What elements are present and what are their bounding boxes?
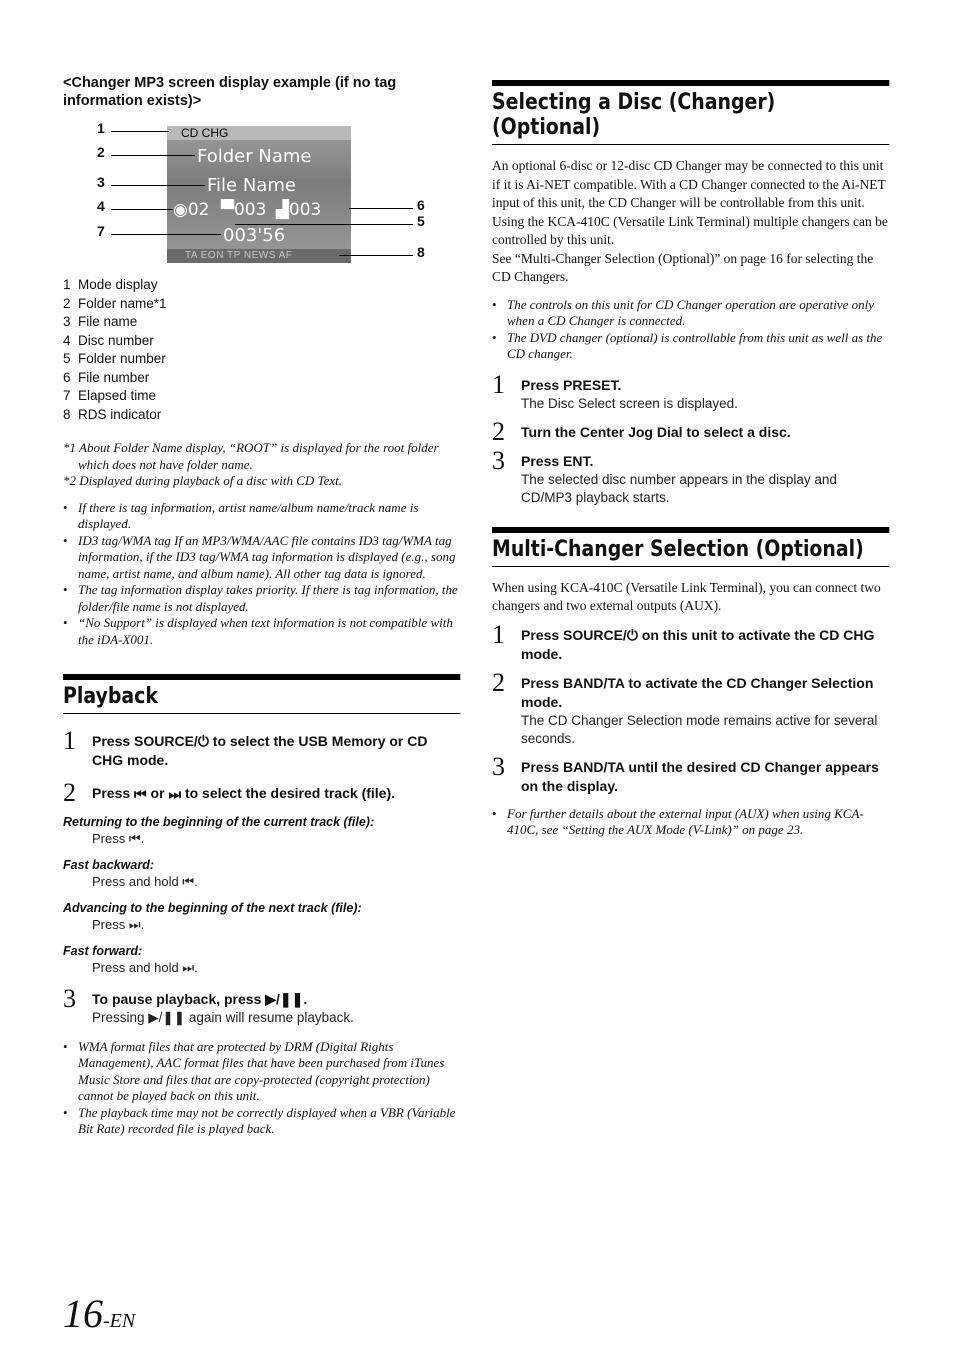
note-item: • If there is tag information, artist name/album name/track name is displayed.: [63, 500, 461, 533]
step-title: Press ⏮ or ⏭ to select the desired track (file).: [92, 785, 396, 802]
callout-8: 8: [417, 244, 425, 260]
note-item: • The playback time may not be correctly displayed when a VBR (Variable Bit Rate) recorded file is played back.: [63, 1105, 461, 1138]
selecting-notes: [492, 297, 890, 363]
callout-6: 6: [417, 197, 425, 213]
note-item: • ID3 tag/WMA tag If an MP3/WMA/AAC file contains ID3 tag/WMA tag information, if the ID3 tag/WMA tag information is displayed (e.g., song name, artist name, and album name). All other tag data is ignored.: [63, 533, 461, 583]
step-number: 1: [492, 369, 505, 399]
multi-body: When using KCA-410C (Versatile Link Terminal), you can connect two changers and two external outputs (AUX).: [492, 579, 881, 613]
playback-step-3: [63, 983, 461, 1027]
callout-2: 2: [97, 144, 105, 160]
sub-fast-forward: Fast forward: Press and hold ⏭.: [63, 943, 198, 975]
multi-step-2: 2 Press BAND/TA to activate the CD Changer Selection mode. The CD Changer Selection mode remains active for several seconds.: [492, 667, 878, 746]
legend-item: 7 Elapsed time: [63, 388, 157, 403]
right-column: [492, 80, 890, 852]
step-number: 2: [492, 416, 505, 446]
footnotes: [63, 440, 461, 490]
legend-item: 8 RDS indicator: [63, 406, 162, 422]
note-item: • The controls on this unit for CD Changer operation are operative only when a CD Changer is connected.: [492, 297, 890, 330]
disc-icon: ◉: [173, 200, 188, 220]
legend-item: 6 File number: [63, 369, 150, 385]
sub-return: Returning to the beginning of the current track (file): Press ⏮.: [63, 814, 375, 846]
prev-track-icon: ⏮: [134, 785, 147, 802]
number-row: [173, 200, 321, 220]
callout-line-8: [339, 255, 413, 256]
callout-line-3: [111, 185, 205, 186]
next-track-icon: ⏭: [128, 916, 141, 932]
playback-step-1: [63, 726, 461, 770]
callout-1: 1: [97, 120, 105, 136]
select-step-1: 1 Press PRESET. The Disc Select screen is displayed.: [492, 369, 738, 411]
rds-indicator: TA EON TP NEWS AF: [167, 249, 351, 263]
disc-number: 02: [187, 200, 210, 220]
legend-item: 1 Mode display: [63, 277, 158, 292]
legend-item: 3 File name: [63, 314, 138, 329]
lcd-diagram: [63, 120, 461, 274]
selecting-disc-heading: Selecting a Disc (Changer) (Optional): [492, 80, 889, 145]
step-title: To pause playback, press ▶/❚❚.: [92, 990, 308, 1007]
step-number: 2: [63, 778, 76, 807]
callout-7: 7: [97, 223, 105, 239]
next-track-icon: ⏭: [168, 785, 182, 802]
callout-line-1: [111, 131, 169, 132]
callout-line-2: [111, 155, 195, 156]
callout-5: 5: [417, 213, 425, 229]
file-number: 003: [288, 200, 322, 220]
step-number: 1: [63, 726, 76, 755]
select-step-2: 2 Turn the Center Jog Dial to select a disc.: [492, 416, 791, 446]
sub-advance: Advancing to the beginning of the next track (file): Press ⏭.: [63, 900, 362, 932]
step-title: Press SOURCE/⏻ to select the USB Memory or CD CHG mode.: [92, 733, 428, 768]
playback-step-2: [63, 778, 461, 807]
step-number: 1: [492, 619, 505, 649]
footnote: *1 About Folder Name display, “ROOT” is displayed for the root folder which does not have folder name.: [63, 440, 439, 472]
step-number: 3: [492, 445, 505, 475]
folder-number: 003: [233, 200, 267, 220]
folder-name-display: Folder Name: [197, 146, 312, 167]
play-pause-icon: ▶/❚❚: [148, 1009, 186, 1025]
callout-line-4: [111, 209, 173, 210]
mode-display: CD CHG: [167, 126, 351, 140]
legend-item: 4 Disc number: [63, 332, 154, 348]
note-item: • The tag information display takes priority. If there is tag information, the folder/file name is not displayed.: [63, 582, 461, 615]
note-item: • WMA format files that are protected by DRM (Digital Rights Management), AAC format files that have been purchased from iTunes Music Store and files that are copy-protected (copyright protection) cannot be played back on this unit.: [63, 1039, 461, 1105]
screen-example-caption: <Changer MP3 screen display example (if no tag information exists)>: [63, 75, 397, 109]
file-icon: ▟: [275, 200, 289, 220]
step-number: 3: [492, 751, 505, 781]
file-name-display: File Name: [207, 175, 296, 196]
callout-4: 4: [97, 198, 105, 214]
tag-notes: [63, 500, 461, 649]
callout-line-7: [111, 234, 221, 235]
elapsed-time: 003'56: [223, 225, 286, 246]
multi-step-1: 1 Press SOURCE/⏻ on this unit to activate the CD CHG mode.: [492, 619, 875, 662]
step-number: 3: [63, 983, 76, 1013]
step-desc: Pressing ▶/❚❚ again will resume playback.: [92, 1009, 354, 1025]
next-track-icon: ⏭: [182, 959, 195, 975]
playback-heading: Playback: [63, 674, 460, 714]
callout-line-6: [349, 208, 413, 209]
multi-changer-heading: Multi-Changer Selection (Optional): [492, 527, 889, 567]
prev-track-icon: ⏮: [182, 873, 195, 889]
note-item: • The DVD changer (optional) is controllable from this unit as well as the CD changer.: [492, 330, 890, 363]
folder-icon: ▀: [220, 200, 234, 220]
select-step-3: 3 Press ENT. The selected disc number appears in the display and CD/MP3 playback starts.: [492, 445, 837, 505]
playback-notes: [63, 1039, 461, 1138]
legend-item: 2 Folder name*1: [63, 295, 167, 311]
legend-item: 5 Folder number: [63, 351, 166, 366]
note-item: • “No Support” is displayed when text information is not compatible with the iDA-X001.: [63, 615, 461, 648]
callout-line-5: [235, 224, 413, 225]
page-number: 16-EN: [63, 1291, 136, 1336]
step-number: 2: [492, 667, 505, 697]
note-item: • For further details about the external input (AUX) when using KCA-410C, see “Setting the AUX Mode (V-Link)” on page 23.: [492, 806, 890, 839]
multi-notes: [492, 806, 890, 839]
play-pause-icon: ▶/❚❚: [265, 990, 304, 1007]
left-column: [63, 74, 461, 1151]
footnote: *2 Displayed during playback of a disc with CD Text.: [63, 473, 342, 488]
sub-fast-backward: Fast backward: Press and hold ⏮.: [63, 857, 198, 889]
prev-track-icon: ⏮: [128, 830, 141, 846]
multi-step-3: 3 Press BAND/TA until the desired CD Changer appears on the display.: [492, 751, 879, 794]
callout-3: 3: [97, 174, 105, 190]
legend-list: [63, 276, 461, 424]
lcd-screen: [167, 126, 351, 263]
selecting-body: An optional 6-disc or 12-disc CD Changer may be connected to this unit if it is Ai-NET compatible. With a CD Changer connected to the Ai-NET input of this unit, the CD Changer will be controllable from this unit. Using the KCA-410C (Versatile Link Terminal) multiple changers can be controlled by this unit. See “Multi-Changer Selection (Optional)” on page 16 for selecting the CD Changers.: [492, 158, 888, 284]
